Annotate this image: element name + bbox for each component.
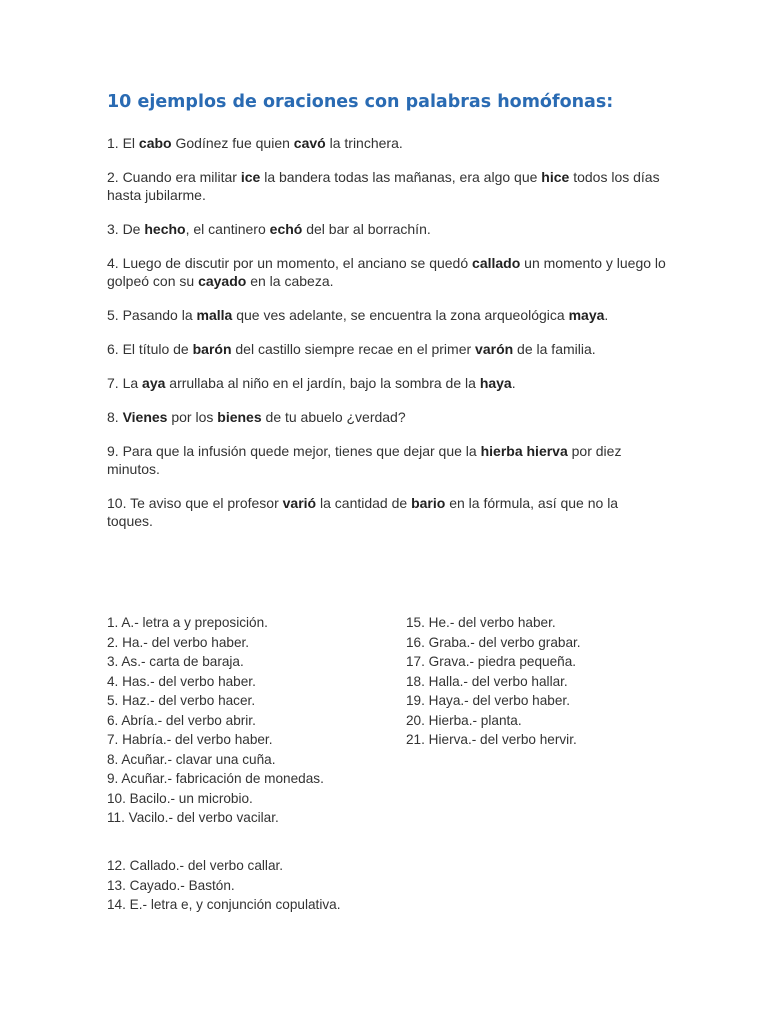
sentence-text: del bar al borrachín. (302, 221, 431, 237)
homophone-word: hice (541, 169, 570, 185)
homophones-list-left-top (107, 613, 324, 828)
sentence-text: . (511, 375, 516, 391)
homophone-word: varón (475, 341, 514, 357)
sentence-text: . (604, 307, 609, 323)
sentence-7 (107, 374, 667, 392)
list-item: 12. Callado.- del verbo callar. (107, 858, 284, 873)
homophone-word: callado (472, 255, 521, 271)
homophone-word: aya (142, 375, 166, 391)
sentence-text: en la fórmula, así que no la toques. (107, 495, 619, 529)
homophone-word: cayado (198, 273, 247, 289)
homophone-word: echó (269, 221, 303, 237)
sentence-10 (107, 494, 667, 530)
homophone-word: cavó (293, 135, 326, 151)
list-item: 15. He.- del verbo haber. (406, 615, 556, 630)
list-item: 3. As.- carta de baraja. (107, 654, 244, 669)
list-item: 14. E.- letra e, y conjunción copulativa. (107, 897, 341, 912)
list-item: 20. Hierba.- planta. (406, 712, 522, 728)
homophones-list-right (406, 613, 581, 750)
sentence-text: 9. Para que la infusión quede mejor, tienes que dejar que la (107, 443, 481, 459)
list-item: 4. Has.- del verbo haber. (107, 673, 256, 689)
homophone-word: varió (282, 495, 317, 511)
list-item: 17. Grava.- piedra pequeña. (406, 654, 577, 669)
list-item: 7. Habría.- del verbo haber. (107, 732, 273, 747)
sentence-text: Godínez fue quien (171, 135, 294, 151)
sentence-4 (107, 254, 667, 290)
homophones-list-left-bottom (107, 856, 341, 915)
sentence-8 (107, 408, 667, 426)
sentence-text: la bandera todas las mañanas, era algo que (260, 169, 542, 185)
homophone-word: ice (240, 169, 261, 185)
sentence-text: 3. De (107, 221, 145, 237)
sentence-text: 2. Cuando era militar (107, 169, 241, 185)
sentence-text: 4. Luego de discutir por un momento, el anciano se quedó (107, 255, 473, 271)
sentence-text: en la cabeza. (246, 273, 334, 289)
sentence-3 (107, 220, 667, 238)
sentence-text: arrullaba al niño en el jardín, bajo la sombra de la (165, 375, 480, 391)
sentence-6 (107, 340, 667, 358)
homophone-word: barón (192, 341, 232, 357)
sentence-5 (107, 306, 667, 324)
homophone-word: malla (196, 307, 233, 323)
sentence-text: la cantidad de (316, 495, 412, 511)
homophone-word: hecho (144, 221, 186, 237)
sentence-text: un momento y luego lo golpeó con su (107, 255, 666, 289)
sentence-text: 8. (107, 409, 123, 425)
list-item: 16. Graba.- del verbo grabar. (406, 634, 581, 650)
sentence-text: que ves adelante, se encuentra la zona arqueológica (232, 307, 569, 323)
list-item: 2. Ha.- del verbo haber. (107, 634, 250, 650)
sentence-text: por diez minutos. (107, 443, 622, 477)
example-sentences-list (107, 134, 667, 546)
list-item: 18. Halla.- del verbo hallar. (406, 673, 568, 689)
page-title: 10 ejemplos de oraciones con palabras homófonas: (107, 92, 614, 112)
sentence-text: 6. El título de (107, 341, 193, 357)
homophone-word: hierba hierva (480, 443, 568, 459)
list-item: 21. Hierva.- del verbo hervir. (406, 732, 577, 747)
list-item: 8. Acuñar.- clavar una cuña. (107, 751, 276, 767)
sentence-text: la trinchera. (325, 135, 403, 151)
list-item: 5. Haz.- del verbo hacer. (107, 693, 256, 708)
homophone-word: Vienes (122, 409, 168, 425)
sentence-text: , el cantinero (185, 221, 270, 237)
sentence-text: 7. La (107, 375, 143, 391)
homophone-word: haya (479, 375, 512, 391)
homophone-word: cabo (138, 135, 172, 151)
sentence-text: 5. Pasando la (107, 307, 197, 323)
sentence-text: de tu abuelo ¿verdad? (261, 409, 406, 425)
homophone-word: bienes (217, 409, 262, 425)
homophone-word: maya (568, 307, 605, 323)
homophone-word: bario (411, 495, 446, 511)
list-item: 9. Acuñar.- fabricación de monedas. (107, 771, 324, 786)
sentence-text: por los (167, 409, 218, 425)
sentence-text: 1. El (107, 135, 139, 151)
list-item: 6. Abría.- del verbo abrir. (107, 712, 256, 728)
sentence-text: todos los días hasta jubilarme. (107, 169, 660, 203)
list-item: 1. A.- letra a y preposición. (107, 615, 268, 630)
sentence-9 (107, 442, 667, 478)
list-item: 13. Cayado.- Bastón. (107, 877, 235, 893)
list-item: 19. Haya.- del verbo haber. (406, 693, 570, 708)
sentence-1 (107, 134, 667, 152)
list-item: 10. Bacilo.- un microbio. (107, 790, 253, 806)
sentence-text: de la familia. (513, 341, 596, 357)
list-item: 11. Vacilo.- del verbo vacilar. (107, 810, 279, 825)
sentence-2 (107, 168, 667, 204)
sentence-text: del castillo siempre recae en el primer (231, 341, 476, 357)
sentence-text: 10. Te aviso que el profesor (107, 495, 283, 511)
